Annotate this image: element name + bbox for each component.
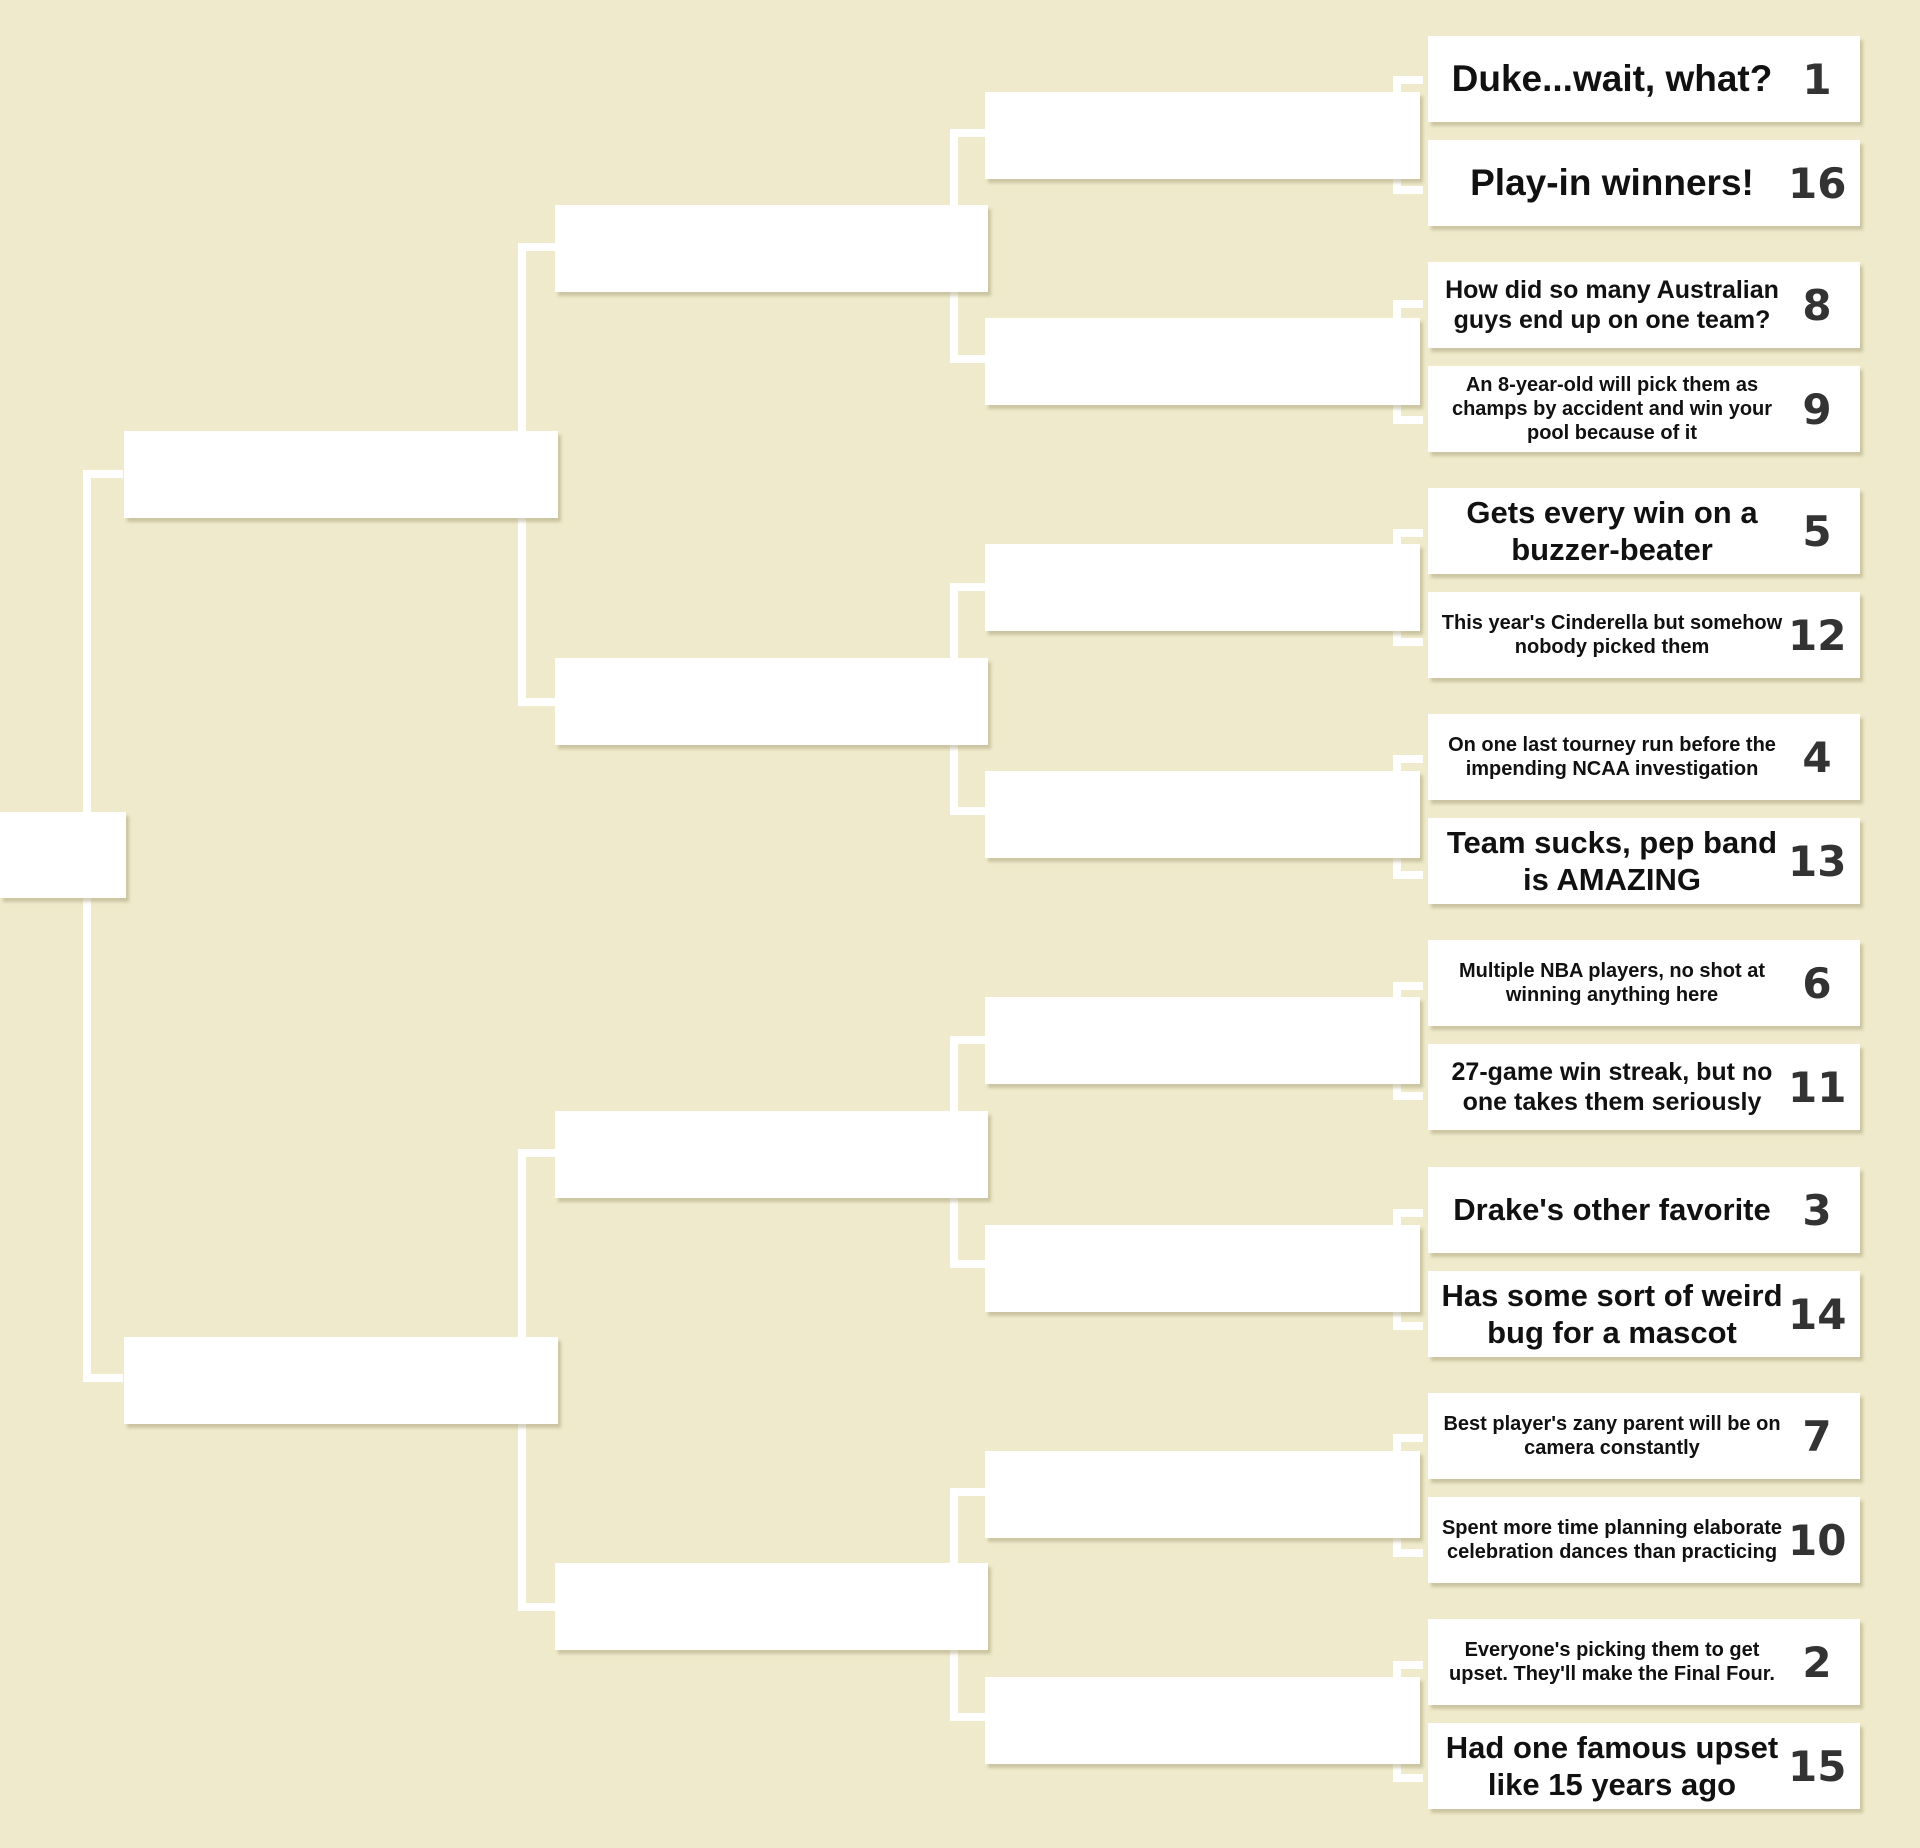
team-seed: 8	[1802, 280, 1832, 330]
team-seed: 13	[1788, 836, 1847, 886]
team-seed: 7	[1802, 1411, 1832, 1461]
bracket-slot-round3[interactable]	[555, 205, 988, 292]
team-slot-seed-5[interactable]	[1428, 488, 1860, 574]
team-slot-seed-16[interactable]	[1428, 140, 1860, 226]
team-slot-seed-15[interactable]	[1428, 1723, 1860, 1809]
team-seed: 9	[1802, 384, 1832, 434]
team-slot-seed-10[interactable]	[1428, 1497, 1860, 1583]
team-seed: 1	[1802, 54, 1832, 104]
bracket-slot-round3[interactable]	[555, 1111, 988, 1198]
bracket-slot-round4[interactable]	[124, 1337, 558, 1424]
team-name: Everyone's picking them to get upset. They'll make the Final Four.	[1449, 1639, 1775, 1685]
team-slot-seed-1[interactable]	[1428, 36, 1860, 122]
team-name: Has some sort of weird bug for a mascot	[1441, 1277, 1783, 1350]
bracket-slot-round2[interactable]	[985, 1225, 1420, 1312]
bracket-slot-round2[interactable]	[985, 318, 1420, 405]
team-seed: 15	[1788, 1741, 1847, 1791]
bracket-slot-champion[interactable]	[0, 812, 126, 898]
team-name: On one last tourney run before the impending NCAA investigation	[1448, 734, 1776, 780]
team-seed: 2	[1802, 1637, 1832, 1687]
team-name: An 8-year-old will pick them as champs by accident and win your pool because of it	[1451, 374, 1773, 444]
team-slot-seed-3[interactable]	[1428, 1167, 1860, 1253]
team-name: Drake's other favorite	[1453, 1192, 1771, 1228]
team-name: Had one famous upset like 15 years ago	[1445, 1729, 1779, 1802]
bracket-slot-round2[interactable]	[985, 544, 1420, 631]
bracket-slot-round4[interactable]	[124, 431, 558, 518]
team-slot-seed-11[interactable]	[1428, 1044, 1860, 1130]
bracket-slot-round2[interactable]	[985, 1677, 1420, 1764]
team-name: Team sucks, pep band is AMAZING	[1446, 824, 1778, 897]
team-slot-seed-14[interactable]	[1428, 1271, 1860, 1357]
team-name: How did so many Australian guys end up on one team?	[1445, 276, 1779, 334]
team-seed: 4	[1802, 732, 1832, 782]
team-name: 27-game win streak, but no one takes them seriously	[1451, 1058, 1773, 1116]
team-name: Gets every win on a buzzer-beater	[1466, 494, 1758, 567]
team-slot-seed-8[interactable]	[1428, 262, 1860, 348]
team-seed: 10	[1788, 1515, 1847, 1565]
team-seed: 11	[1788, 1062, 1847, 1112]
team-seed: 5	[1802, 506, 1832, 556]
bracket-connector	[83, 470, 123, 1382]
team-slot-seed-12[interactable]	[1428, 592, 1860, 678]
team-seed: 6	[1802, 958, 1832, 1008]
bracket-slot-round2[interactable]	[985, 1451, 1420, 1538]
team-slot-seed-2[interactable]	[1428, 1619, 1860, 1705]
team-slot-seed-6[interactable]	[1428, 940, 1860, 1026]
team-name: Duke...wait, what?	[1451, 57, 1773, 99]
team-seed: 16	[1788, 158, 1847, 208]
team-name: Play-in winners!	[1470, 161, 1754, 203]
team-slot-seed-4[interactable]	[1428, 714, 1860, 800]
team-name: Multiple NBA players, no shot at winning anything here	[1459, 960, 1765, 1006]
team-seed: 3	[1802, 1185, 1832, 1235]
bracket-slot-round2[interactable]	[985, 92, 1420, 179]
team-seed: 14	[1788, 1289, 1847, 1339]
team-name: Best player's zany parent will be on camera constantly	[1443, 1413, 1781, 1459]
team-slot-seed-13[interactable]	[1428, 818, 1860, 904]
team-seed: 12	[1788, 610, 1847, 660]
bracket-slot-round2[interactable]	[985, 771, 1420, 858]
team-slot-seed-7[interactable]	[1428, 1393, 1860, 1479]
bracket-slot-round3[interactable]	[555, 1563, 988, 1650]
bracket-slot-round2[interactable]	[985, 997, 1420, 1084]
team-slot-seed-9[interactable]	[1428, 366, 1860, 452]
bracket-slot-round3[interactable]	[555, 658, 988, 745]
team-name: Spent more time planning elaborate celebration dances than practicing	[1441, 1517, 1783, 1563]
team-name: This year's Cinderella but somehow nobody picked them	[1441, 612, 1783, 658]
